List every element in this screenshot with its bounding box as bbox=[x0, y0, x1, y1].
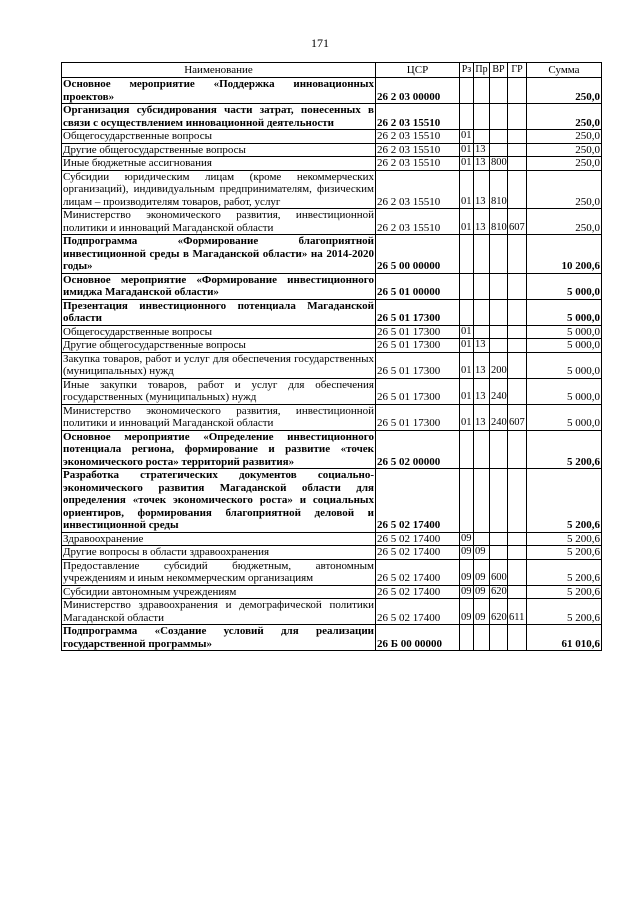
row-vr bbox=[490, 273, 508, 299]
table-row bbox=[62, 130, 602, 144]
row-csr: 26 5 00 00000 bbox=[376, 235, 460, 274]
row-gr bbox=[508, 170, 527, 209]
row-sum: 5 000,0 bbox=[527, 299, 602, 325]
row-vr: 620 bbox=[491, 585, 507, 597]
row-sum: 250,0 bbox=[527, 143, 602, 157]
row-rz: 01 bbox=[460, 378, 474, 404]
row-gr bbox=[508, 143, 527, 157]
row-vr bbox=[490, 546, 508, 560]
row-gr bbox=[508, 339, 527, 353]
budget-table bbox=[61, 62, 602, 651]
row-pr bbox=[474, 430, 490, 469]
row-rz bbox=[460, 625, 474, 651]
row-pr: 09 bbox=[474, 546, 490, 560]
row-gr: 607 bbox=[508, 404, 527, 430]
row-rz bbox=[460, 430, 474, 469]
row-pr bbox=[474, 104, 490, 130]
row-sum: 250,0 bbox=[527, 157, 602, 171]
row-vr bbox=[490, 469, 508, 533]
row-name: Закупка товаров, работ и услуг для обеспечения государственных (муниципальных) нужд bbox=[63, 352, 374, 377]
table-row bbox=[62, 325, 602, 339]
row-rz: 01 bbox=[461, 143, 472, 155]
table-body bbox=[62, 78, 602, 651]
row-vr bbox=[490, 325, 508, 339]
row-csr: 26 5 02 17400 bbox=[376, 599, 460, 625]
table-row bbox=[62, 235, 602, 274]
row-gr bbox=[508, 157, 527, 171]
row-pr: 13 bbox=[474, 339, 490, 353]
row-pr bbox=[474, 299, 490, 325]
table-row bbox=[62, 625, 602, 651]
row-pr bbox=[474, 469, 490, 533]
row-gr bbox=[508, 299, 527, 325]
table-row bbox=[62, 599, 602, 625]
row-name: Общегосударственные вопросы bbox=[62, 130, 376, 144]
row-gr bbox=[508, 352, 527, 378]
row-gr bbox=[508, 546, 527, 560]
table-row bbox=[62, 143, 602, 157]
table-row bbox=[62, 585, 602, 599]
row-gr bbox=[508, 532, 527, 546]
row-sum: 5 200,6 bbox=[527, 559, 602, 585]
row-name: Иные закупки товаров, работ и услуг для обеспечения государственных (муниципальных) нужд bbox=[63, 378, 374, 403]
row-vr: 240 bbox=[490, 404, 508, 430]
row-sum: 250,0 bbox=[527, 78, 602, 104]
row-rz bbox=[460, 78, 474, 104]
row-csr: 26 5 02 17400 bbox=[376, 585, 460, 599]
row-rz: 01 bbox=[460, 209, 474, 235]
row-name: Презентация инвестиционного потенциала Магаданской области bbox=[63, 299, 374, 324]
row-sum: 5 000,0 bbox=[527, 404, 602, 430]
row-name: Основное мероприятие «Определение инвестиционного потенциала региона, формирование и развитие «точек экономического роста» территорий развития» bbox=[63, 430, 374, 468]
row-rz: 09 bbox=[461, 585, 472, 597]
row-csr: 26 2 03 15510 bbox=[376, 130, 460, 144]
row-vr bbox=[490, 299, 508, 325]
row-sum: 250,0 bbox=[527, 130, 602, 144]
row-vr: 600 bbox=[490, 559, 508, 585]
table-row bbox=[62, 157, 602, 171]
row-vr bbox=[490, 235, 508, 274]
row-sum: 5 000,0 bbox=[527, 273, 602, 299]
table-row bbox=[62, 469, 602, 533]
row-csr: 26 5 01 17300 bbox=[376, 352, 460, 378]
row-rz: 01 bbox=[461, 157, 472, 168]
row-name: Основное мероприятие «Поддержка инновационных проектов» bbox=[63, 78, 374, 103]
row-pr: 13 bbox=[474, 170, 490, 209]
row-vr: 810 bbox=[490, 209, 508, 235]
row-vr bbox=[490, 430, 508, 469]
row-sum: 5 200,6 bbox=[527, 585, 602, 599]
page-number: 171 bbox=[311, 36, 329, 50]
table-row bbox=[62, 430, 602, 469]
row-csr: 26 5 01 17300 bbox=[376, 404, 460, 430]
row-vr bbox=[490, 339, 508, 353]
row-rz: 09 bbox=[461, 532, 472, 544]
row-csr: 26 2 03 00000 bbox=[376, 78, 460, 104]
header-name: Наименование bbox=[62, 63, 376, 78]
row-vr bbox=[490, 143, 508, 157]
row-name: Основное мероприятие «Формирование инвестиционного имиджа Магаданской области» bbox=[63, 273, 374, 298]
table-row bbox=[62, 404, 602, 430]
row-name: Подпрограмма «Формирование благоприятной инвестиционной среды в Магаданской области» на 2014-2020 годы» bbox=[63, 235, 374, 272]
row-gr bbox=[508, 378, 527, 404]
row-pr bbox=[474, 78, 490, 104]
row-gr bbox=[508, 130, 527, 144]
row-name: Субсидии автономным учреждениям bbox=[62, 585, 376, 599]
header-sum: Сумма bbox=[527, 63, 602, 78]
table-row bbox=[62, 209, 602, 235]
row-csr: 26 Б 00 00000 bbox=[376, 625, 460, 651]
row-csr: 26 5 01 17300 bbox=[376, 299, 460, 325]
row-pr: 13 bbox=[474, 157, 490, 171]
table-row bbox=[62, 532, 602, 546]
row-sum: 250,0 bbox=[527, 104, 602, 130]
row-rz: 01 bbox=[460, 352, 474, 378]
row-gr bbox=[508, 469, 527, 533]
table-row bbox=[62, 170, 602, 209]
row-gr bbox=[508, 235, 527, 274]
row-rz: 01 bbox=[461, 130, 472, 141]
row-sum: 5 000,0 bbox=[527, 339, 602, 353]
row-rz bbox=[460, 469, 474, 533]
row-pr: 13 bbox=[474, 143, 490, 157]
row-sum: 5 200,6 bbox=[527, 430, 602, 469]
row-pr: 09 bbox=[474, 585, 490, 599]
row-gr bbox=[508, 585, 527, 599]
row-csr: 26 5 02 17400 bbox=[376, 546, 460, 560]
row-sum: 250,0 bbox=[527, 209, 602, 235]
row-rz bbox=[460, 273, 474, 299]
row-name: Министерство экономического развития, инвестиционной политики и инноваций Магаданской области bbox=[63, 209, 374, 234]
row-csr: 26 5 01 00000 bbox=[376, 273, 460, 299]
row-pr bbox=[474, 235, 490, 274]
row-sum: 250,0 bbox=[527, 170, 602, 209]
row-pr bbox=[474, 325, 490, 339]
row-csr: 26 5 02 17400 bbox=[376, 559, 460, 585]
row-pr bbox=[474, 625, 490, 651]
row-pr: 13 bbox=[474, 352, 490, 378]
row-csr: 26 5 02 00000 bbox=[376, 430, 460, 469]
row-csr: 26 2 03 15510 bbox=[376, 209, 460, 235]
row-vr: 620 bbox=[490, 599, 508, 625]
row-rz: 01 bbox=[460, 404, 474, 430]
row-name: Другие общегосударственные вопросы bbox=[62, 143, 376, 157]
row-sum: 5 200,6 bbox=[527, 599, 602, 625]
table-row bbox=[62, 546, 602, 560]
row-name: Предоставление субсидий бюджетным, автономным учреждениям и иным некоммерческим организациям bbox=[63, 559, 374, 584]
row-name: Другие вопросы в области здравоохранения bbox=[62, 546, 376, 560]
row-rz bbox=[460, 299, 474, 325]
row-vr bbox=[490, 104, 508, 130]
row-pr bbox=[474, 273, 490, 299]
row-csr: 26 5 01 17300 bbox=[376, 378, 460, 404]
row-csr: 26 5 02 17400 bbox=[376, 532, 460, 546]
table-row bbox=[62, 378, 602, 404]
row-vr: 240 bbox=[490, 378, 508, 404]
row-gr: 607 bbox=[508, 209, 527, 235]
row-sum: 5 000,0 bbox=[527, 352, 602, 378]
row-vr bbox=[490, 625, 508, 651]
table-row bbox=[62, 559, 602, 585]
row-gr bbox=[508, 625, 527, 651]
row-pr bbox=[474, 532, 490, 546]
table-row bbox=[62, 339, 602, 353]
row-csr: 26 5 01 17300 bbox=[376, 325, 460, 339]
row-csr: 26 2 03 15510 bbox=[376, 143, 460, 157]
row-name: Субсидии юридическим лицам (кроме некоммерческих организаций), индивидуальным предпринимателям, физическим лицам – производителям товаров, работ, услуг bbox=[63, 170, 374, 208]
row-vr bbox=[490, 532, 508, 546]
row-vr: 800 bbox=[491, 157, 507, 168]
row-vr: 200 bbox=[490, 352, 508, 378]
row-rz bbox=[460, 235, 474, 274]
table-row bbox=[62, 78, 602, 104]
row-pr: 13 bbox=[474, 404, 490, 430]
row-vr bbox=[490, 78, 508, 104]
row-csr: 26 5 02 17400 bbox=[376, 469, 460, 533]
row-csr: 26 5 01 17300 bbox=[376, 339, 460, 353]
row-name: Здравоохранение bbox=[62, 532, 376, 546]
row-name: Министерство экономического развития, инвестиционной политики и инноваций Магаданской области bbox=[63, 404, 374, 429]
header-gr: ГР bbox=[508, 63, 527, 78]
table-row bbox=[62, 273, 602, 299]
row-pr bbox=[474, 130, 490, 144]
row-sum: 61 010,6 bbox=[527, 625, 602, 651]
row-rz: 01 bbox=[461, 339, 472, 350]
row-sum: 10 200,6 bbox=[527, 235, 602, 274]
row-vr bbox=[490, 130, 508, 144]
row-name: Другие общегосударственные вопросы bbox=[62, 339, 376, 353]
row-sum: 5 200,6 bbox=[527, 469, 602, 533]
row-gr bbox=[508, 430, 527, 469]
table-header bbox=[62, 63, 602, 78]
row-rz: 09 bbox=[460, 559, 474, 585]
row-gr bbox=[508, 273, 527, 299]
row-rz: 09 bbox=[461, 546, 472, 557]
row-vr: 810 bbox=[490, 170, 508, 209]
row-rz: 09 bbox=[460, 599, 474, 625]
row-gr bbox=[508, 325, 527, 339]
row-rz bbox=[460, 104, 474, 130]
row-gr bbox=[508, 78, 527, 104]
row-name: Организация субсидирования части затрат, понесенных в связи с осуществлением инновационной деятельности bbox=[63, 104, 374, 129]
row-csr: 26 2 03 15510 bbox=[376, 170, 460, 209]
row-sum: 5 000,0 bbox=[527, 378, 602, 404]
row-sum: 5 200,6 bbox=[527, 546, 602, 560]
row-gr bbox=[508, 104, 527, 130]
table-row bbox=[62, 352, 602, 378]
row-gr bbox=[508, 559, 527, 585]
row-sum: 5 200,6 bbox=[527, 532, 602, 546]
row-rz: 01 bbox=[460, 170, 474, 209]
table-row bbox=[62, 299, 602, 325]
row-name: Разработка стратегических документов социально-экономического развития Магаданской области для определения «точек экономического роста» и социальных ориентиров, формирования благоприятной деловой и инвестиционной среды bbox=[63, 469, 374, 531]
row-sum: 5 000,0 bbox=[527, 325, 602, 339]
row-pr: 09 bbox=[474, 599, 490, 625]
row-pr: 09 bbox=[474, 559, 490, 585]
row-pr: 13 bbox=[474, 378, 490, 404]
header-rz: Рз bbox=[460, 63, 474, 78]
row-name: Общегосударственные вопросы bbox=[62, 325, 376, 339]
row-name: Подпрограмма «Создание условий для реализации государственной программы» bbox=[63, 625, 374, 650]
row-name: Иные бюджетные ассигнования bbox=[62, 157, 376, 171]
table-row bbox=[62, 104, 602, 130]
header-row bbox=[62, 63, 602, 78]
row-gr: 611 bbox=[508, 599, 527, 625]
row-csr: 26 2 03 15510 bbox=[376, 157, 460, 171]
row-name: Министерство здравоохранения и демографической политики Магаданской области bbox=[63, 599, 374, 624]
header-vr: ВР bbox=[490, 63, 508, 78]
header-csr: ЦСР bbox=[376, 63, 460, 78]
row-csr: 26 2 03 15510 bbox=[376, 104, 460, 130]
row-rz: 01 bbox=[461, 325, 472, 337]
row-pr: 13 bbox=[474, 209, 490, 235]
header-pr: Пр bbox=[474, 63, 490, 78]
